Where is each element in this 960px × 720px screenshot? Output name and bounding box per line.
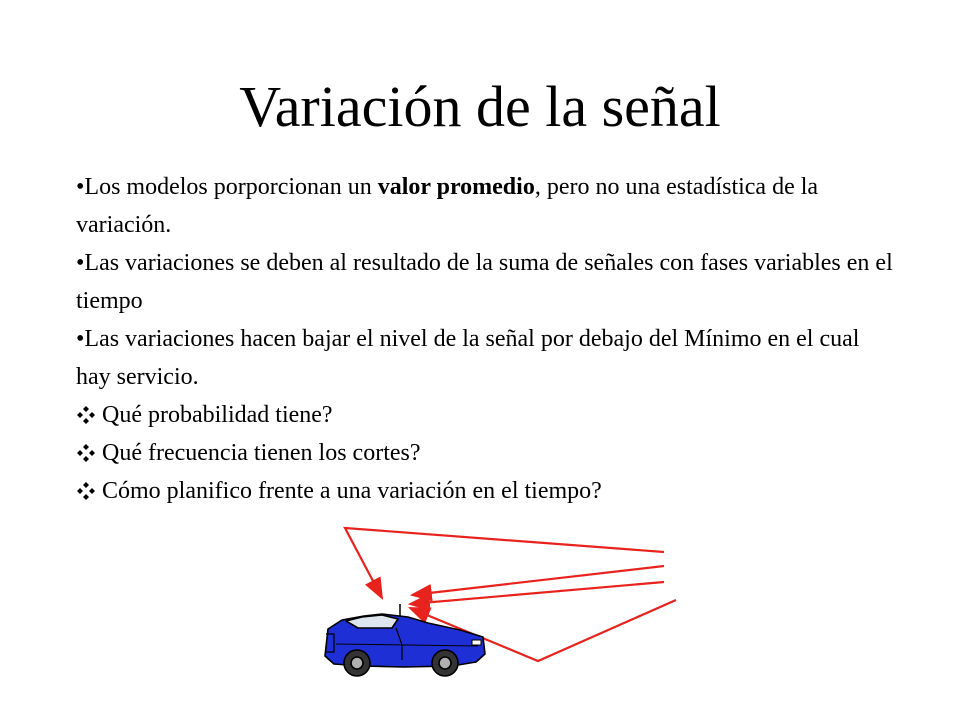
- slide-title: Variación de la señal: [239, 74, 721, 139]
- question-2-text: Qué frecuencia tienen los cortes?: [102, 440, 421, 466]
- bullet-1-emphasis: valor promedio: [377, 174, 535, 200]
- bullet-3-text: Las variaciones hacen bajar el nivel de la señal por debajo del Mínimo en el cual hay servicio.: [76, 326, 860, 390]
- bullet-marker: •: [76, 326, 85, 352]
- question-3: [76, 472, 896, 510]
- bullet-1: [76, 168, 896, 244]
- four-diamond-icon: [76, 443, 96, 463]
- question-1: [76, 396, 896, 434]
- bullet-1-text-end: , pero no una estadística de la variación.: [76, 174, 819, 238]
- ray-direct-2: [410, 582, 664, 604]
- bullet-1-text-start: Los modelos porporcionan un: [84, 174, 378, 200]
- question-1-text: Qué probabilidad tiene?: [102, 402, 333, 428]
- four-diamond-icon: [76, 405, 96, 425]
- car-multipath-illustration: [300, 520, 700, 700]
- four-diamond-icon: [76, 481, 96, 501]
- slide-body: [76, 168, 896, 510]
- bullet-3: [76, 320, 896, 396]
- car-icon: [325, 604, 485, 676]
- ray-reflected-top: [345, 528, 664, 598]
- bullet-2: [76, 244, 896, 320]
- bullet-2-text: Las variaciones se deben al resultado de la suma de señales con fases variables en el tiempo: [76, 250, 893, 314]
- bullet-marker: •: [76, 250, 85, 276]
- question-2: [76, 434, 896, 472]
- question-3-text: Cómo planifico frente a una variación en el tiempo?: [102, 478, 602, 504]
- ray-direct-1: [412, 566, 664, 595]
- bullet-marker: •: [76, 174, 85, 200]
